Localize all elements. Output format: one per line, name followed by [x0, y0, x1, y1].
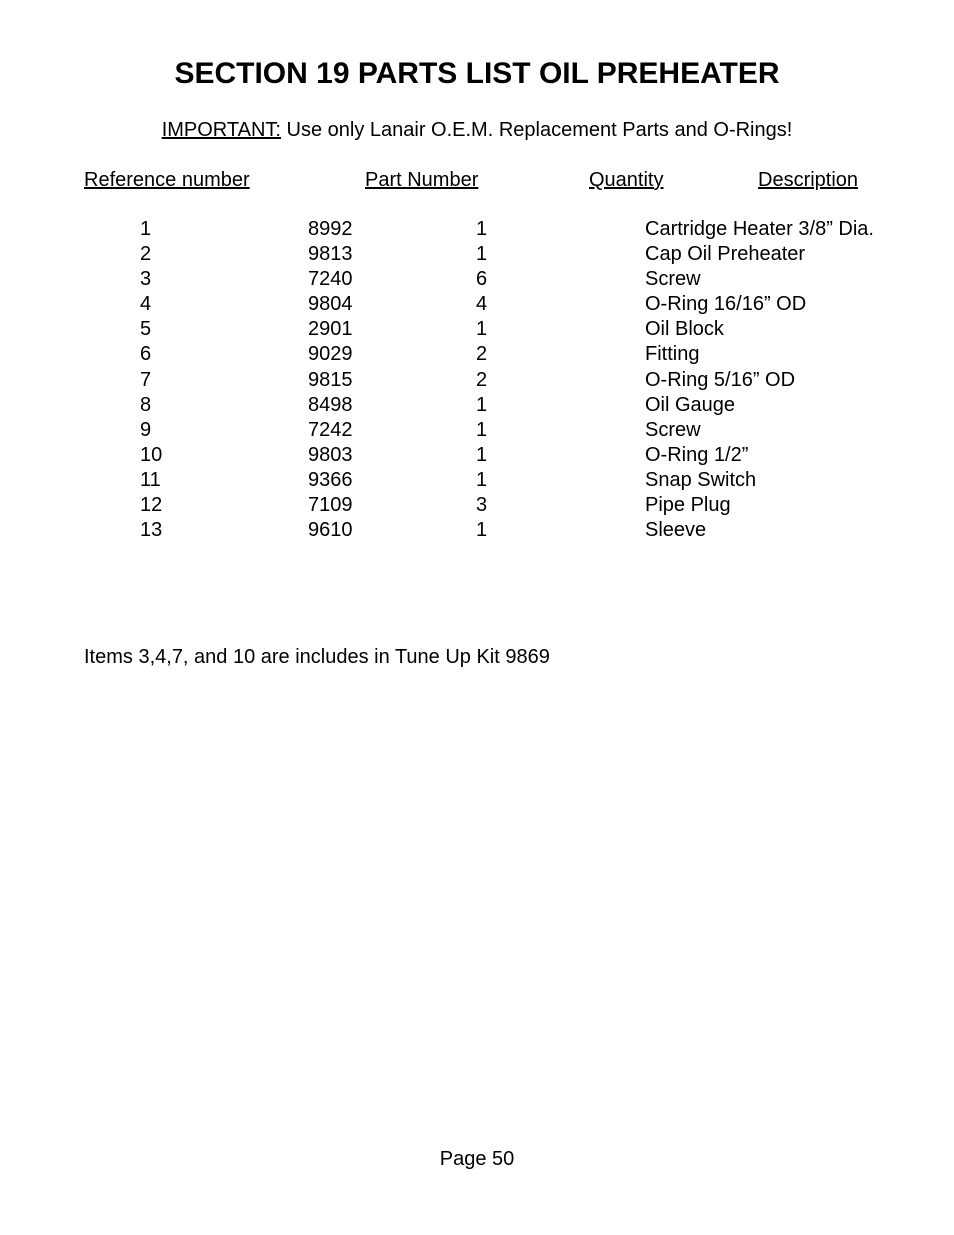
row-reference: 9 [140, 418, 152, 441]
row-quantity: 2 [476, 368, 488, 391]
row-part-number: 8992 [308, 218, 353, 240]
row-part-number: 2901 [308, 318, 353, 341]
row-part-number: 7242 [308, 418, 353, 441]
row-reference: 12 [140, 494, 163, 517]
row-description: Sleeve [645, 519, 707, 542]
row-reference: 13 [140, 519, 163, 542]
row-reference: 4 [140, 293, 152, 316]
table-row [0, 292, 954, 317]
row-part-number: 9813 [308, 243, 353, 266]
row-reference: 8 [140, 393, 152, 416]
table-row [0, 242, 954, 267]
row-description: Cartridge Heater 3/8” Dia. [645, 218, 874, 240]
row-part-number: 9366 [308, 468, 353, 491]
table-row [0, 468, 954, 493]
table-row [0, 267, 954, 292]
row-quantity: 1 [476, 418, 488, 441]
row-description: Oil Block [645, 318, 724, 341]
row-part-number: 9803 [308, 443, 353, 466]
row-quantity: 1 [476, 318, 488, 341]
row-reference: 6 [140, 343, 152, 366]
row-quantity: 2 [476, 343, 488, 366]
row-part-number: 9029 [308, 343, 353, 366]
row-quantity: 1 [476, 443, 488, 466]
row-reference: 3 [140, 268, 152, 291]
table-row [0, 443, 954, 468]
important-text: Use only Lanair O.E.M. Replacement Parts and O-Rings! [280, 119, 793, 141]
table-row [0, 418, 954, 443]
table-row [0, 217, 954, 242]
page-number: Page 50 [439, 1148, 515, 1170]
row-reference: 2 [140, 243, 152, 266]
row-part-number: 7109 [308, 494, 353, 517]
row-description: Pipe Plug [645, 494, 731, 517]
parts-list [0, 217, 954, 543]
row-reference: 7 [140, 368, 152, 391]
table-row [0, 518, 954, 543]
row-description: Fitting [645, 343, 700, 366]
table-row [0, 493, 954, 518]
row-reference: 5 [140, 318, 152, 341]
header-part-number: Part Number [365, 169, 479, 191]
page-title: SECTION 19 PARTS LIST OIL PREHEATER [174, 57, 780, 90]
row-quantity: 1 [476, 468, 488, 491]
row-part-number: 7240 [308, 268, 353, 291]
row-quantity: 1 [476, 243, 488, 266]
row-description: Screw [645, 268, 701, 291]
table-row [0, 393, 954, 418]
row-part-number: 9610 [308, 519, 353, 542]
row-quantity: 6 [476, 268, 488, 291]
header-quantity: Quantity [589, 169, 664, 191]
table-row [0, 368, 954, 393]
important-notice [0, 117, 954, 143]
row-quantity: 1 [476, 519, 488, 542]
row-description: O-Ring 16/16” OD [645, 293, 807, 316]
tune-up-kit-note: Items 3,4,7, and 10 are includes in Tune Up Kit 9869 [84, 646, 550, 668]
row-part-number: 9804 [308, 293, 353, 316]
row-description: O-Ring 5/16” OD [645, 368, 796, 391]
row-description: Screw [645, 418, 701, 441]
table-row [0, 342, 954, 367]
table-row [0, 317, 954, 342]
row-quantity: 1 [476, 393, 488, 416]
important-label: IMPORTANT: [161, 119, 281, 141]
row-part-number: 9815 [308, 368, 353, 391]
header-reference-number: Reference number [84, 169, 250, 191]
row-quantity: 3 [476, 494, 488, 517]
row-quantity: 4 [476, 293, 488, 316]
row-quantity: 1 [476, 218, 488, 240]
row-description: Cap Oil Preheater [645, 243, 806, 266]
row-description: Snap Switch [645, 468, 757, 491]
row-reference: 1 [140, 218, 152, 240]
row-reference: 11 [140, 468, 161, 491]
header-description: Description [758, 169, 859, 191]
row-part-number: 8498 [308, 393, 353, 416]
row-description: Oil Gauge [645, 393, 736, 416]
row-reference: 10 [140, 443, 163, 466]
row-description: O-Ring 1/2” [645, 443, 749, 466]
